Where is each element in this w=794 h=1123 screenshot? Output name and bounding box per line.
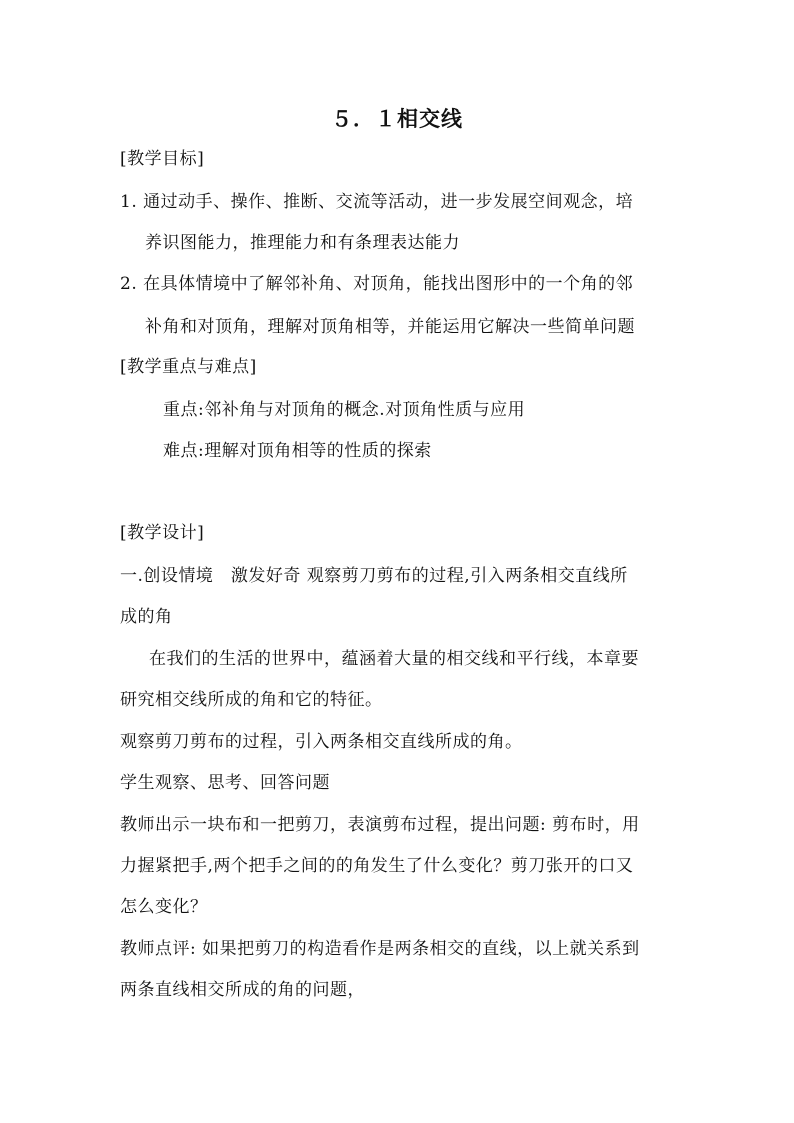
objective-1-line-1: 1. 通过动手、操作、推断、交流等活动，进一步发展空间观念，培 xyxy=(120,192,634,212)
intro-line-1: 在我们的生活的世界中，蕴涵着大量的相交线和平行线，本章要 xyxy=(149,649,639,669)
difficult-point-text: 难点:理解对顶角相等的性质的探索 xyxy=(163,441,432,461)
design-heading: [教学设计] xyxy=(120,523,205,543)
key-point-text: 重点:邻补角与对顶角的概念.对顶角性质与应用 xyxy=(163,400,526,420)
objectives-heading: [教学目标] xyxy=(120,149,205,169)
teacher-demo-line-3: 怎么变化？ xyxy=(120,897,208,917)
step-1-line-1: 一.创设情境 激发好奇 观察剪刀剪布的过程,引入两条相交直线所 xyxy=(120,566,628,586)
observe-text: 观察剪刀剪布的过程，引入两条相交直线所成的角。 xyxy=(120,732,523,752)
page-title: ５．１相交线 xyxy=(331,106,463,131)
intro-line-2: 研究相交线所成的角和它的特征。 xyxy=(120,690,383,710)
objective-1-line-2: 养识图能力，推理能力和有条理表达能力 xyxy=(145,233,460,253)
teacher-comment-line-1: 教师点评: 如果把剪刀的构造看作是两条相交的直线，以上就关系到 xyxy=(120,939,640,959)
teacher-demo-line-1: 教师出示一块布和一把剪刀，表演剪布过程，提出问题: 剪布时，用 xyxy=(120,815,640,835)
student-activity-text: 学生观察、思考、回答问题 xyxy=(120,773,330,793)
teacher-comment-line-2: 两条直线相交所成的角的问题， xyxy=(120,980,365,1000)
teacher-demo-line-2: 力握紧把手,两个把手之间的的角发生了什么变化？剪刀张开的口又 xyxy=(120,856,634,876)
key-points-heading: [教学重点与难点] xyxy=(120,357,257,377)
step-1-line-2: 成的角 xyxy=(120,607,173,627)
objective-2-line-1: 2. 在具体情境中了解邻补角、对顶角，能找出图形中的一个角的邻 xyxy=(120,274,634,294)
objective-2-line-2: 补角和对顶角，理解对顶角相等，并能运用它解决一些简单问题 xyxy=(145,317,635,337)
